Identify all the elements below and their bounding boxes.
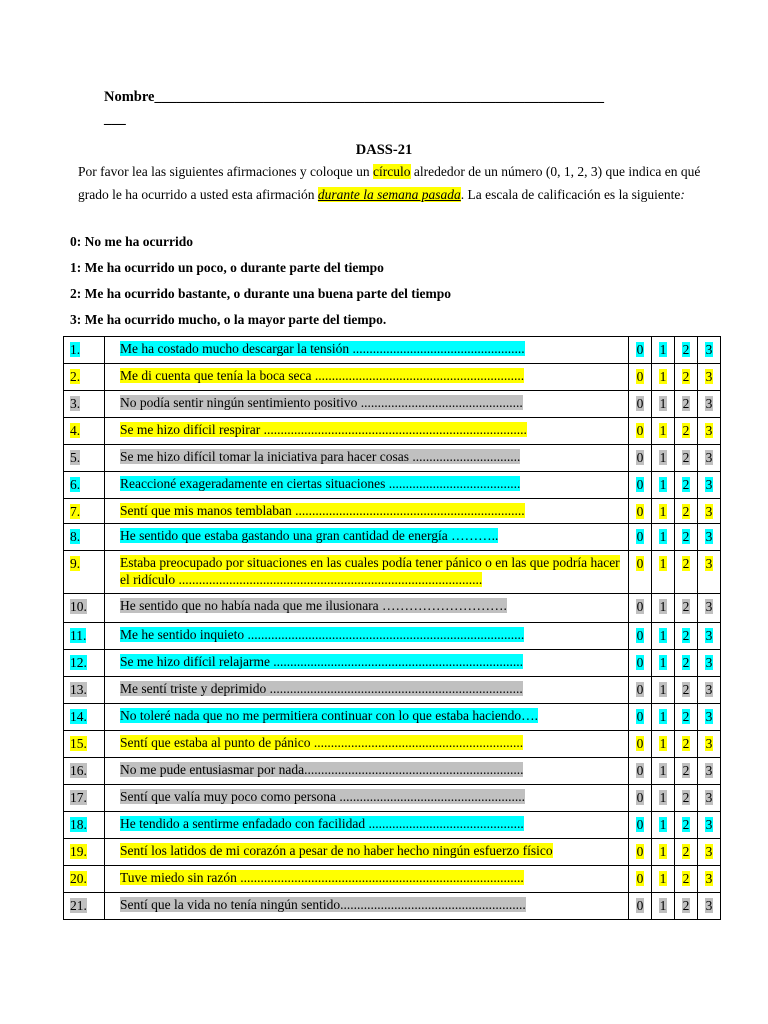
score-value[interactable]: 3 <box>705 736 713 751</box>
score-value[interactable]: 1 <box>659 844 667 859</box>
score-value[interactable]: 3 <box>705 790 713 805</box>
score-option-1[interactable] <box>652 623 675 650</box>
instructions <box>78 161 708 206</box>
score-value[interactable]: 2 <box>682 423 690 438</box>
item-text: He sentido que no había nada que me ilusionara ………………………. <box>120 598 507 613</box>
table-row <box>64 785 721 812</box>
scale-0: 0: No me ha ocurrido <box>70 234 193 249</box>
score-value[interactable]: 2 <box>682 556 690 571</box>
score-value[interactable]: 1 <box>659 628 667 643</box>
item-text-cell <box>105 337 629 364</box>
item-number-cell <box>64 524 105 551</box>
score-option-1[interactable] <box>652 445 675 472</box>
score-value[interactable]: 3 <box>705 450 713 465</box>
table-row <box>64 650 721 677</box>
score-option-2[interactable] <box>675 785 698 812</box>
item-number-cell <box>64 391 105 418</box>
questionnaire-table <box>63 336 721 920</box>
score-value[interactable]: 2 <box>682 817 690 832</box>
score-option-2[interactable] <box>675 499 698 524</box>
score-option-2[interactable] <box>675 364 698 391</box>
item-number-cell <box>64 812 105 839</box>
score-value[interactable]: 2 <box>682 898 690 913</box>
score-option-3[interactable] <box>698 499 721 524</box>
score-value[interactable]: 2 <box>682 844 690 859</box>
score-option-0[interactable] <box>629 418 652 445</box>
score-value[interactable]: 0 <box>636 655 644 670</box>
score-option-1[interactable] <box>652 893 675 920</box>
score-value[interactable]: 3 <box>705 599 713 614</box>
score-option-2[interactable] <box>675 445 698 472</box>
item-number: 11. <box>70 628 87 643</box>
score-value[interactable]: 0 <box>636 529 644 544</box>
score-value[interactable]: 3 <box>705 529 713 544</box>
score-option-0[interactable] <box>629 677 652 704</box>
table-row <box>64 418 721 445</box>
score-option-0[interactable] <box>629 445 652 472</box>
item-text-cell <box>105 866 629 893</box>
score-option-1[interactable] <box>652 524 675 551</box>
score-option-1[interactable] <box>652 812 675 839</box>
score-value[interactable]: 3 <box>705 871 713 886</box>
item-number: 9. <box>70 556 81 571</box>
item-text: Sentí que valía muy poco como persona ....................................................... <box>120 789 525 804</box>
score-value[interactable]: 2 <box>682 369 690 384</box>
score-option-3[interactable] <box>698 839 721 866</box>
item-number: 1. <box>70 342 81 357</box>
item-number-cell <box>64 731 105 758</box>
score-value[interactable]: 3 <box>705 628 713 643</box>
item-text-cell <box>105 418 629 445</box>
table-row <box>64 594 721 623</box>
score-option-3[interactable] <box>698 594 721 623</box>
score-option-3[interactable] <box>698 704 721 731</box>
score-value[interactable]: 0 <box>636 736 644 751</box>
score-option-2[interactable] <box>675 677 698 704</box>
score-option-1[interactable] <box>652 731 675 758</box>
item-text-cell <box>105 391 629 418</box>
intro-text-2: alrededor de un número (0, 1, 2, 3) que indica en qué grado le ha ocurrido a usted esta afirmación <box>78 164 701 202</box>
score-option-1[interactable] <box>652 337 675 364</box>
score-value[interactable]: 0 <box>636 898 644 913</box>
score-value[interactable]: 0 <box>636 817 644 832</box>
item-text: Sentí que la vida no tenía ningún sentido....................................................... <box>120 897 526 912</box>
table-row <box>64 866 721 893</box>
score-value[interactable]: 1 <box>659 871 667 886</box>
score-option-2[interactable] <box>675 866 698 893</box>
page-title: DASS-21 <box>355 142 413 158</box>
score-value[interactable]: 3 <box>705 763 713 778</box>
item-number: 15. <box>70 736 87 751</box>
item-number-cell <box>64 758 105 785</box>
intro-text-1: Por favor lea las siguientes afirmaciones y coloque un <box>78 164 374 179</box>
item-text: Me ha costado mucho descargar la tensión ................................................... <box>120 341 525 356</box>
score-value[interactable]: 2 <box>682 736 690 751</box>
score-option-1[interactable] <box>652 704 675 731</box>
score-value[interactable]: 2 <box>682 396 690 411</box>
table-row <box>64 704 721 731</box>
score-value[interactable]: 2 <box>682 763 690 778</box>
item-text-cell <box>105 524 629 551</box>
score-option-2[interactable] <box>675 704 698 731</box>
item-text: Se me hizo difícil respirar .............................................................................. <box>120 422 527 437</box>
score-option-0[interactable] <box>629 594 652 623</box>
item-number: 6. <box>70 477 81 492</box>
score-option-0[interactable] <box>629 551 652 594</box>
score-value[interactable]: 3 <box>705 709 713 724</box>
item-number-cell <box>64 785 105 812</box>
score-option-0[interactable] <box>629 391 652 418</box>
score-option-1[interactable] <box>652 594 675 623</box>
score-option-3[interactable] <box>698 524 721 551</box>
score-value[interactable]: 0 <box>636 844 644 859</box>
score-option-0[interactable] <box>629 866 652 893</box>
score-option-3[interactable] <box>698 650 721 677</box>
score-option-3[interactable] <box>698 758 721 785</box>
score-option-3[interactable] <box>698 391 721 418</box>
item-number: 5. <box>70 450 81 465</box>
score-option-3[interactable] <box>698 731 721 758</box>
item-number-cell <box>64 445 105 472</box>
score-option-0[interactable] <box>629 472 652 499</box>
score-option-3[interactable] <box>698 677 721 704</box>
score-option-3[interactable] <box>698 418 721 445</box>
score-value[interactable]: 0 <box>636 709 644 724</box>
item-text: Se me hizo difícil tomar la iniciativa para hacer cosas ................................ <box>120 449 521 464</box>
item-number: 20. <box>70 871 87 886</box>
table-row <box>64 893 721 920</box>
item-number: 17. <box>70 790 87 805</box>
item-number: 8. <box>70 529 81 544</box>
score-value[interactable]: 2 <box>682 599 690 614</box>
item-text-cell <box>105 472 629 499</box>
item-text-cell <box>105 364 629 391</box>
item-text: Se me hizo difícil relajarme .......................................................................... <box>120 654 524 669</box>
item-number-cell <box>64 650 105 677</box>
item-text-cell <box>105 704 629 731</box>
score-value[interactable]: 3 <box>705 844 713 859</box>
item-number: 3. <box>70 396 81 411</box>
item-text-cell <box>105 594 629 623</box>
score-value[interactable]: 2 <box>682 450 690 465</box>
score-value[interactable]: 3 <box>705 682 713 697</box>
score-option-1[interactable] <box>652 364 675 391</box>
score-option-1[interactable] <box>652 472 675 499</box>
table-row <box>64 623 721 650</box>
name-field[interactable] <box>104 86 604 130</box>
score-option-2[interactable] <box>675 623 698 650</box>
score-value[interactable]: 0 <box>636 556 644 571</box>
score-value[interactable]: 3 <box>705 369 713 384</box>
score-option-0[interactable] <box>629 839 652 866</box>
item-number-cell <box>64 704 105 731</box>
item-text: He sentido que estaba gastando una gran cantidad de energía ……….. <box>120 528 499 543</box>
score-value[interactable]: 0 <box>636 763 644 778</box>
item-text-cell <box>105 893 629 920</box>
score-value[interactable]: 3 <box>705 504 713 519</box>
item-text-cell <box>105 731 629 758</box>
score-value[interactable]: 0 <box>636 682 644 697</box>
item-number-cell <box>64 499 105 524</box>
score-option-1[interactable] <box>652 866 675 893</box>
score-value[interactable]: 1 <box>659 763 667 778</box>
score-value[interactable]: 1 <box>659 709 667 724</box>
item-number-cell <box>64 623 105 650</box>
score-option-0[interactable] <box>629 758 652 785</box>
item-number-cell <box>64 551 105 594</box>
item-number-cell <box>64 418 105 445</box>
score-value[interactable]: 2 <box>682 790 690 805</box>
score-value[interactable]: 2 <box>682 504 690 519</box>
score-value[interactable]: 1 <box>659 450 667 465</box>
score-option-3[interactable] <box>698 893 721 920</box>
score-value[interactable]: 0 <box>636 342 644 357</box>
score-value[interactable]: 1 <box>659 504 667 519</box>
score-option-3[interactable] <box>698 472 721 499</box>
score-value[interactable]: 1 <box>659 423 667 438</box>
score-option-3[interactable] <box>698 866 721 893</box>
score-value[interactable]: 1 <box>659 817 667 832</box>
item-number: 19. <box>70 844 87 859</box>
item-text: He tendido a sentirme enfadado con facilidad .............................................. <box>120 816 524 831</box>
score-option-3[interactable] <box>698 337 721 364</box>
score-option-0[interactable] <box>629 364 652 391</box>
item-text: Me he sentido inquieto .................................................................................. <box>120 627 525 642</box>
item-number-cell <box>64 677 105 704</box>
score-value[interactable]: 3 <box>705 655 713 670</box>
item-text: No podía sentir ningún sentimiento positivo ................................................ <box>120 395 523 410</box>
score-option-0[interactable] <box>629 623 652 650</box>
item-text-cell <box>105 551 629 594</box>
table-row <box>64 758 721 785</box>
item-text: No toleré nada que no me permitiera continuar con lo que estaba haciendo…. <box>120 708 538 723</box>
item-text-cell <box>105 650 629 677</box>
item-text: Estaba preocupado por situaciones en las cuales podía tener pánico o en las que podría hacer el ridículo .......................................................................................... <box>120 555 620 587</box>
score-option-0[interactable] <box>629 337 652 364</box>
table-row <box>64 731 721 758</box>
score-option-3[interactable] <box>698 785 721 812</box>
score-option-2[interactable] <box>675 812 698 839</box>
score-value[interactable]: 3 <box>705 423 713 438</box>
score-option-1[interactable] <box>652 391 675 418</box>
item-text-cell <box>105 785 629 812</box>
item-text: Reaccioné exageradamente en ciertas situaciones ....................................... <box>120 476 521 491</box>
score-value[interactable]: 0 <box>636 450 644 465</box>
score-option-2[interactable] <box>675 839 698 866</box>
score-option-1[interactable] <box>652 839 675 866</box>
score-value[interactable]: 1 <box>659 477 667 492</box>
item-text-cell <box>105 812 629 839</box>
circle-word: círculo <box>373 164 411 179</box>
score-value[interactable]: 1 <box>659 655 667 670</box>
score-option-2[interactable] <box>675 418 698 445</box>
score-value[interactable]: 1 <box>659 736 667 751</box>
score-value[interactable]: 2 <box>682 709 690 724</box>
score-value[interactable]: 0 <box>636 396 644 411</box>
score-value[interactable]: 3 <box>705 477 713 492</box>
score-value[interactable]: 1 <box>659 396 667 411</box>
score-option-2[interactable] <box>675 650 698 677</box>
score-option-1[interactable] <box>652 650 675 677</box>
item-number: 21. <box>70 898 87 913</box>
item-text: Me sentí triste y deprimido ........................................................................... <box>120 681 523 696</box>
item-number: 7. <box>70 504 81 519</box>
score-option-0[interactable] <box>629 650 652 677</box>
score-value[interactable]: 2 <box>682 628 690 643</box>
emphasis-period: durante la semana pasada <box>317 186 461 202</box>
score-value[interactable]: 1 <box>659 599 667 614</box>
table-row <box>64 445 721 472</box>
item-number-cell <box>64 866 105 893</box>
score-option-0[interactable] <box>629 731 652 758</box>
score-value[interactable]: 2 <box>682 655 690 670</box>
item-text-cell <box>105 445 629 472</box>
score-option-1[interactable] <box>652 418 675 445</box>
score-option-2[interactable] <box>675 472 698 499</box>
item-number-cell <box>64 364 105 391</box>
item-number-cell <box>64 594 105 623</box>
score-option-1[interactable] <box>652 499 675 524</box>
scale-1: 1: Me ha ocurrido un poco, o durante parte del tiempo <box>70 260 384 275</box>
score-value[interactable]: 3 <box>705 396 713 411</box>
score-value[interactable]: 1 <box>659 342 667 357</box>
score-option-1[interactable] <box>652 785 675 812</box>
score-value[interactable]: 1 <box>659 556 667 571</box>
score-option-1[interactable] <box>652 758 675 785</box>
score-value[interactable]: 0 <box>636 790 644 805</box>
score-value[interactable]: 3 <box>705 898 713 913</box>
score-value[interactable]: 1 <box>659 898 667 913</box>
score-option-2[interactable] <box>675 391 698 418</box>
score-option-3[interactable] <box>698 364 721 391</box>
score-option-0[interactable] <box>629 893 652 920</box>
score-value[interactable]: 0 <box>636 477 644 492</box>
score-value[interactable]: 2 <box>682 529 690 544</box>
score-option-2[interactable] <box>675 731 698 758</box>
score-value[interactable]: 1 <box>659 369 667 384</box>
score-option-3[interactable] <box>698 623 721 650</box>
table-row <box>64 839 721 866</box>
score-value[interactable]: 1 <box>659 790 667 805</box>
score-option-2[interactable] <box>675 551 698 594</box>
table-row <box>64 391 721 418</box>
score-value[interactable]: 0 <box>636 504 644 519</box>
score-value[interactable]: 2 <box>682 871 690 886</box>
score-value[interactable]: 1 <box>659 682 667 697</box>
item-text-cell <box>105 499 629 524</box>
item-text-cell <box>105 623 629 650</box>
score-value[interactable]: 0 <box>636 599 644 614</box>
item-text: Me di cuenta que tenía la boca seca .............................................................. <box>120 368 525 383</box>
item-text: Sentí que mis manos temblaban .................................................................... <box>120 503 525 518</box>
item-number-cell <box>64 893 105 920</box>
score-option-0[interactable] <box>629 499 652 524</box>
score-option-0[interactable] <box>629 785 652 812</box>
score-option-1[interactable] <box>652 551 675 594</box>
table-row <box>64 472 721 499</box>
item-number-cell <box>64 337 105 364</box>
item-number: 10. <box>70 599 87 614</box>
intro-text-3: . La escala de calificación es la siguiente <box>460 186 681 202</box>
name-label: Nombre______________________________________________________________ <box>104 89 604 105</box>
table-row <box>64 812 721 839</box>
score-option-3[interactable] <box>698 812 721 839</box>
score-value[interactable]: 2 <box>682 477 690 492</box>
score-option-0[interactable] <box>629 812 652 839</box>
score-option-3[interactable] <box>698 551 721 594</box>
score-value[interactable]: 0 <box>636 628 644 643</box>
table-row <box>64 551 721 594</box>
score-option-0[interactable] <box>629 524 652 551</box>
score-value[interactable]: 0 <box>636 423 644 438</box>
item-number: 12. <box>70 655 87 670</box>
table-row <box>64 499 721 524</box>
score-option-1[interactable] <box>652 677 675 704</box>
scale-2: 2: Me ha ocurrido bastante, o durante una buena parte del tiempo <box>70 286 451 301</box>
scale-3: 3: Me ha ocurrido mucho, o la mayor parte del tiempo. <box>70 312 387 327</box>
item-text: Sentí los latidos de mi corazón a pesar de no haber hecho ningún esfuerzo físico <box>120 843 553 858</box>
item-text: No me pude entusiasmar por nada................................................................. <box>120 762 524 777</box>
name-line-continuation: ___ <box>104 111 126 127</box>
score-value[interactable]: 2 <box>682 682 690 697</box>
table-row <box>64 364 721 391</box>
score-value[interactable]: 3 <box>705 342 713 357</box>
score-option-2[interactable] <box>675 758 698 785</box>
score-option-2[interactable] <box>675 893 698 920</box>
score-value[interactable]: 3 <box>705 556 713 571</box>
item-number: 18. <box>70 817 87 832</box>
item-number-cell <box>64 839 105 866</box>
score-option-2[interactable] <box>675 524 698 551</box>
score-option-2[interactable] <box>675 337 698 364</box>
score-value[interactable]: 0 <box>636 871 644 886</box>
score-value[interactable]: 1 <box>659 529 667 544</box>
table-row <box>64 337 721 364</box>
item-text-cell <box>105 677 629 704</box>
score-value[interactable]: 3 <box>705 817 713 832</box>
score-option-3[interactable] <box>698 445 721 472</box>
item-number: 2. <box>70 369 81 384</box>
item-number: 14. <box>70 709 87 724</box>
item-text: Sentí que estaba al punto de pánico .............................................................. <box>120 735 524 750</box>
item-number: 16. <box>70 763 87 778</box>
score-option-0[interactable] <box>629 704 652 731</box>
item-text-cell <box>105 839 629 866</box>
item-text-cell <box>105 758 629 785</box>
score-value[interactable]: 0 <box>636 369 644 384</box>
item-number: 13. <box>70 682 87 697</box>
item-text: Tuve miedo sin razón .................................................................................... <box>120 870 524 885</box>
table-row <box>64 524 721 551</box>
intro-text-4: : <box>680 186 685 202</box>
item-number: 4. <box>70 423 81 438</box>
score-option-2[interactable] <box>675 594 698 623</box>
item-number-cell <box>64 472 105 499</box>
table-row <box>64 677 721 704</box>
score-value[interactable]: 2 <box>682 342 690 357</box>
